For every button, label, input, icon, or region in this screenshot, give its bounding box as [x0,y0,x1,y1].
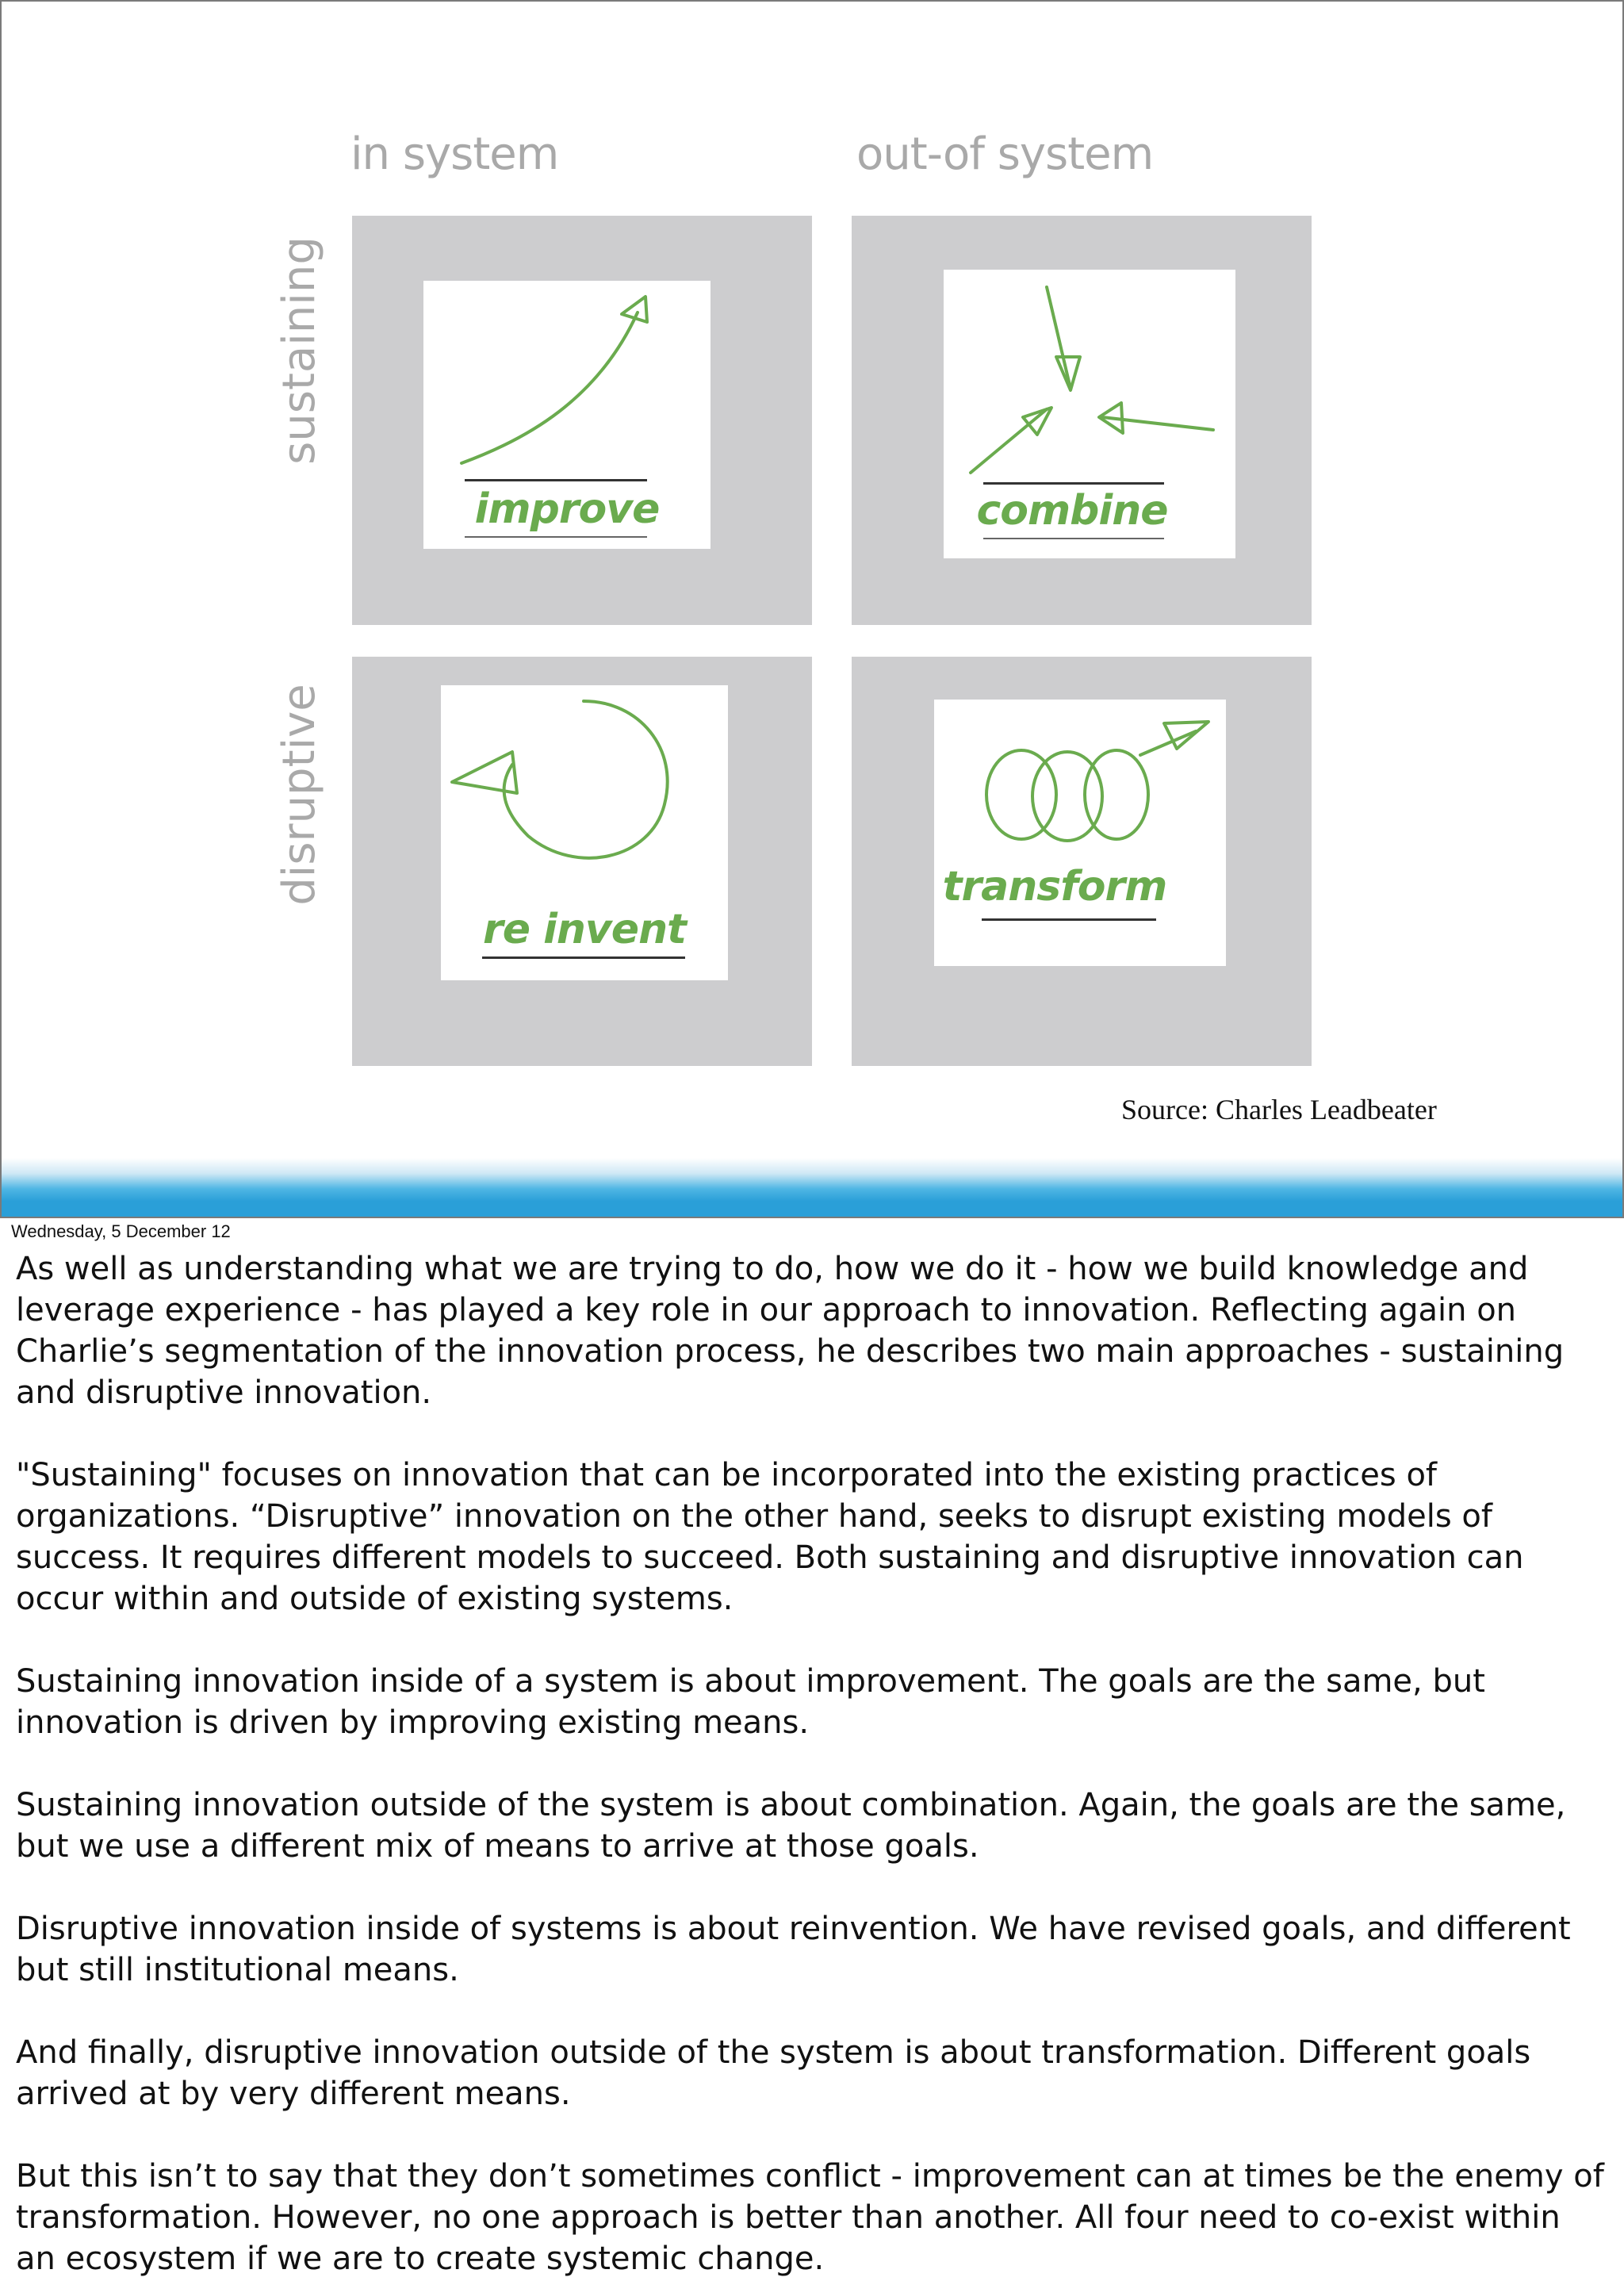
quadrant-improve [352,216,812,625]
notes-paragraph: Sustaining innovation inside of a system is about improvement. The goals are the same, but innovation is driven by improving existing means. [16,1663,1485,1741]
combine-label: combine [976,487,1168,535]
transform-underline [982,918,1156,921]
notes-paragraph: But this isn’t to say that they don’t sometimes conflict - improvement can at times be the enemy of transformation. However, no one approach is better than another. All four need to co-exist within an ecosystem if we are to create systemic change. [16,2158,1604,2277]
notes-paragraph: As well as understanding what we are trying to do, how we do it - how we build knowledge and leverage experience - has played a key role in our approach to innovation. Reflecting again on Charlie’s segmentation of the innovation process, he describes two main approaches - sustaining and disruptive innovation. [16,1251,1565,1411]
notes-paragraph: "Sustaining" focuses on innovation that can be incorporated into the existing practices of organizations. “Disruptive” innovation on the other hand, seeks to disrupt existing models of success. It requires different models to succeed. Both sustaining and disruptive innovation can occur within and outside of existing systems. [16,1457,1524,1617]
improve-underline-bottom [465,536,647,538]
speaker-notes [16,1248,1610,2279]
combine-underline-bottom [983,538,1164,539]
transform-card [934,700,1226,966]
improve-card [423,281,710,549]
row-heading-disruptive: disruptive [274,684,325,906]
improve-underline [465,479,647,481]
combine-card [944,270,1235,558]
notes-paragraph: And finally, disruptive innovation outside of the system is about transformation. Different goals arrived at by very different means. [16,2034,1531,2112]
notes-paragraph: Sustaining innovation outside of the system is about combination. Again, the goals are the same, but we use a different mix of means to arrive at those goals. [16,1787,1566,1865]
quadrant-reinvent [352,657,812,1066]
column-heading-in-system: in system [350,128,559,180]
row-heading-sustaining: sustaining [274,236,325,465]
combine-underline [983,482,1164,485]
quadrant-combine [852,216,1312,625]
transform-label: transform [942,863,1167,910]
reinvent-underline [482,956,685,959]
notes-paragraph: Disruptive innovation inside of systems is about reinvention. We have revised goals, and different but still institutional means. [16,1911,1571,1988]
spiral-arrow-icon [934,700,1226,966]
notes-date: Wednesday, 5 December 12 [11,1221,231,1241]
reinvent-label: re invent [483,906,686,953]
improve-label: improve [474,485,660,533]
column-heading-out-of-system: out-of system [856,128,1154,180]
reinvent-card [441,685,728,980]
slide-footer-bar [2,1158,1624,1218]
source-credit: Source: Charles Leadbeater [1121,1094,1437,1125]
quadrant-transform [852,657,1312,1066]
